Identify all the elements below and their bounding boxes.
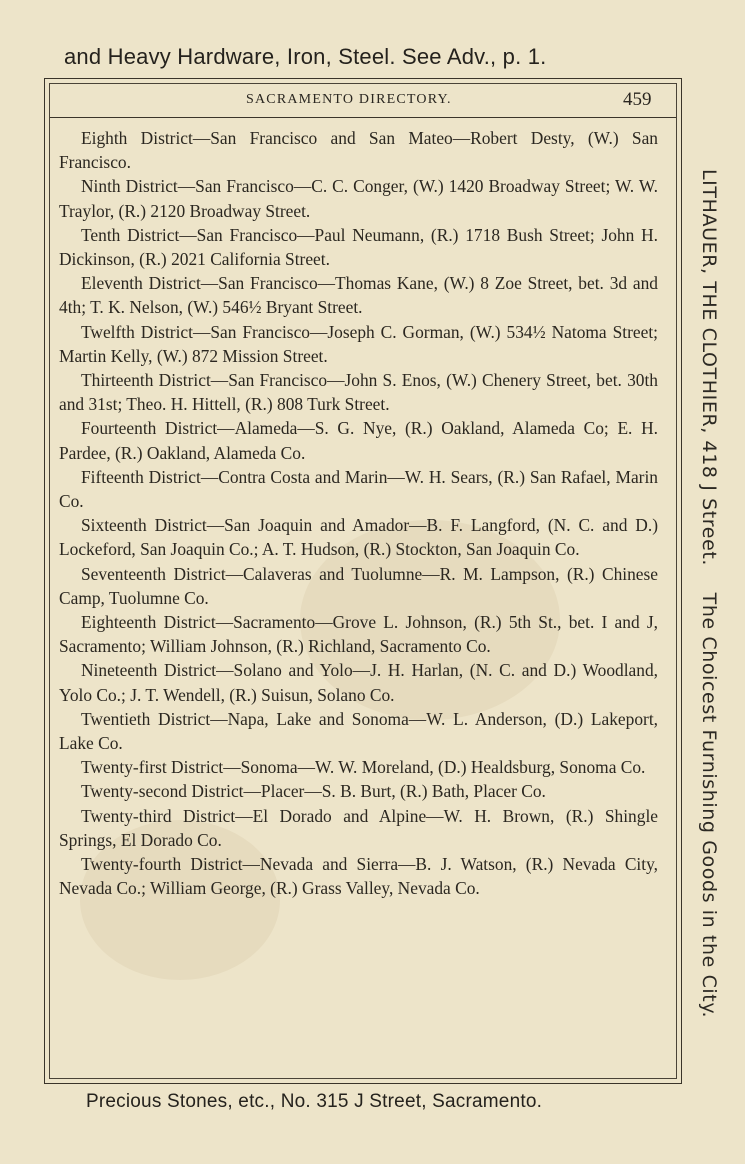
side-ad-part2: The Choicest Furnishing Goods in the City. bbox=[698, 592, 720, 1019]
district-entry: Seventeenth District—Calaveras and Tuolumne—R. M. Lampson, (R.) Chinese Camp, Tuolumne Co. bbox=[59, 563, 658, 608]
district-entry: Eleventh District—San Francisco—Thomas Kane, (W.) 8 Zoe Street, bet. 3d and 4th; T. K. Nelson, (W.) 546½ Bryant Street. bbox=[59, 273, 658, 318]
district-entry: Tenth District—San Francisco—Paul Neumann, (R.) 1718 Bush Street; John H. Dickinson, (R.) 2021 California Street. bbox=[59, 224, 658, 270]
district-entry: Fifteenth District—Contra Costa and Marin—W. H. Sears, (R.) San Rafael, Marin Co. bbox=[59, 466, 658, 512]
district-entry: Ninth District—San Francisco—C. C. Conger, (W.) 1420 Broadway Street; W. W. Traylor, (R.) 2120 Broadway Street. bbox=[59, 176, 658, 221]
district-entry: Twenty-second District—Placer—S. B. Burt, (R.) Bath, Placer Co. bbox=[81, 781, 546, 802]
directory-body bbox=[59, 126, 658, 901]
district-entry: Twenty-fourth District—Nevada and Sierra—B. J. Watson, (R.) Nevada City, Nevada Co.; William George, (R.) Grass Valley, Nevada Co. bbox=[59, 854, 658, 899]
running-head: SACRAMENTO DIRECTORY. bbox=[246, 92, 452, 107]
side-advertisement bbox=[698, 169, 720, 1018]
district-entry: Twentieth District—Napa, Lake and Sonoma—W. L. Anderson, (D.) Lakeport, Lake Co. bbox=[59, 708, 658, 754]
district-entry: Sixteenth District—San Joaquin and Amador—B. F. Langford, (N. C. and D.) Lockeford, San Joaquin Co.; A. T. Hudson, (R.) Stockton, San Joaquin Co. bbox=[59, 515, 658, 560]
district-entry: Eighth District—San Francisco and San Mateo—Robert Desty, (W.) San Francisco. bbox=[59, 128, 658, 173]
bottom-advertisement: Precious Stones, etc., No. 315 J Street, Sacramento. bbox=[86, 1091, 543, 1112]
district-entry: Thirteenth District—San Francisco—John S. Enos, (W.) Chenery Street, bet. 30th and 31st; Theo. H. Hittell, (R.) 808 Turk Street. bbox=[59, 370, 658, 415]
top-advertisement: and Heavy Hardware, Iron, Steel. See Adv., p. 1. bbox=[64, 44, 547, 69]
district-entry: Eighteenth District—Sacramento—Grove L. Johnson, (R.) 5th St., bet. I and J, Sacramento; William Johnson, (R.) Richland, Sacramento Co. bbox=[59, 612, 658, 657]
side-ad-part1: LITHAUER, THE CLOTHIER, 418 J Street. bbox=[698, 169, 720, 567]
side-ad-spacer bbox=[698, 573, 720, 586]
district-entry: Nineteenth District—Solano and Yolo—J. H. Harlan, (N. C. and D.) Woodland, Yolo Co.; J. T. Wendell, (R.) Suisun, Solano Co. bbox=[59, 660, 658, 705]
district-entry: Fourteenth District—Alameda—S. G. Nye, (R.) Oakland, Alameda Co; E. H. Pardee, (R.) Oakland, Alameda Co. bbox=[59, 418, 658, 463]
district-entry: Twenty-first District—Sonoma—W. W. Moreland, (D.) Healdsburg, Sonoma Co. bbox=[81, 757, 646, 778]
header-rule bbox=[50, 117, 676, 118]
district-entry: Twenty-third District—El Dorado and Alpine—W. H. Brown, (R.) Shingle Springs, El Dorado Co. bbox=[59, 805, 658, 850]
page-number: 459 bbox=[623, 89, 652, 110]
district-entry: Twelfth District—San Francisco—Joseph C. Gorman, (W.) 534½ Natoma Street; Martin Kelly, (W.) 872 Mission Street. bbox=[59, 321, 658, 366]
